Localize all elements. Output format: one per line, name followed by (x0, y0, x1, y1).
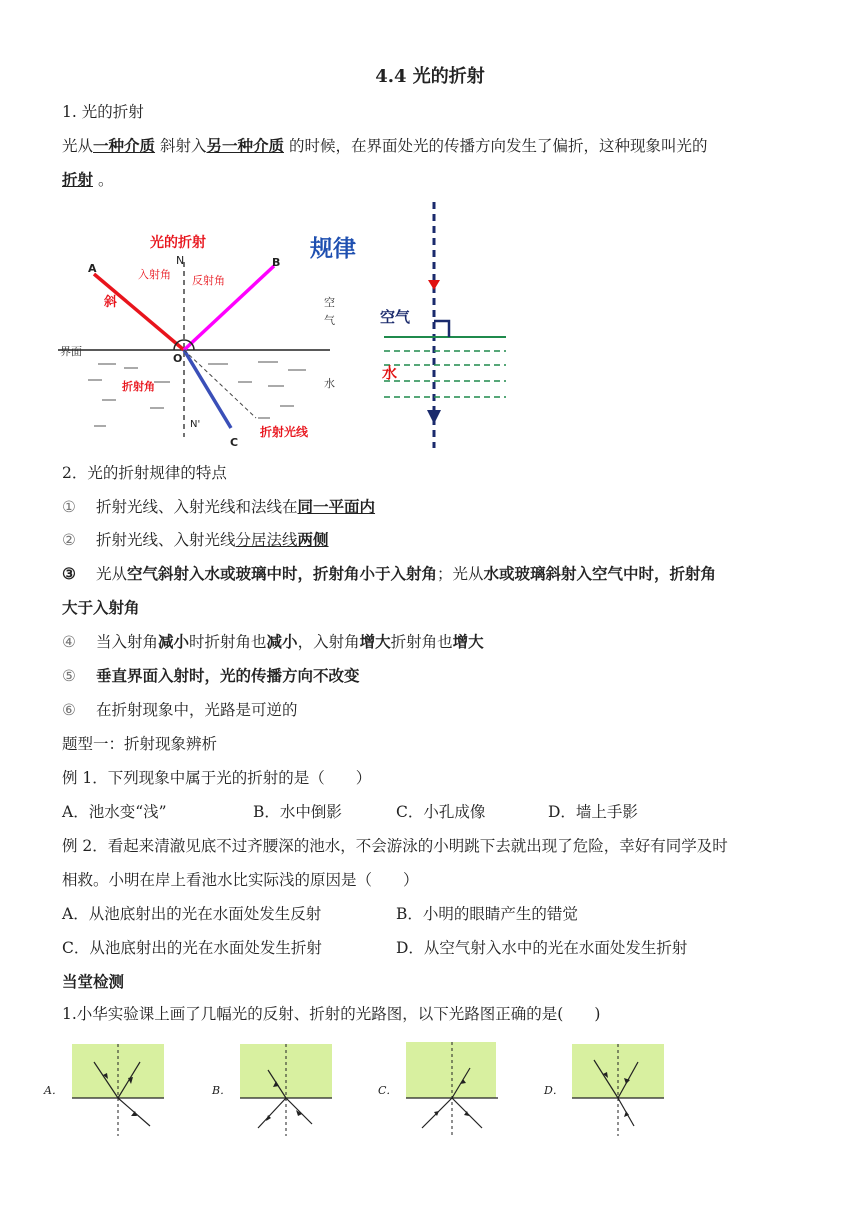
example-1-option-b[interactable]: B．水中倒影 (253, 803, 342, 821)
interface-label: 界面 (60, 345, 82, 358)
rule-text: 折射光线、入射光线和法线在 (96, 498, 298, 516)
rule-4-number: ④ (62, 633, 76, 651)
diagram-title: 光的折射 (150, 235, 206, 251)
def-text: 斜射入 (159, 137, 207, 155)
point-b-label: B (272, 256, 281, 269)
ray-arrow-red (428, 280, 440, 290)
option-c-label[interactable]: C． (378, 1084, 398, 1097)
air-label: 空 (324, 296, 335, 309)
rule-key: 空气斜射入水或玻璃中时，折射角小于入射角 (127, 564, 438, 583)
water-layers (384, 351, 506, 397)
water-label: 水 (324, 377, 335, 390)
air-label: 空气 (380, 308, 411, 326)
refract-ray-label: 折射光线 (260, 425, 309, 439)
refraction-diagram (58, 222, 338, 450)
def-text: 的时候，在界面处光的传播方向发生了偏折，这种现象叫光的 (288, 137, 708, 155)
rule-5 (62, 665, 360, 687)
page-title: 4.4 光的折射 (375, 66, 485, 87)
example-2-option-d[interactable]: D．从空气射入水中的光在水面处发生折射 (396, 939, 688, 957)
check-heading: 当堂检测 (62, 972, 125, 991)
ray (118, 1098, 150, 1126)
ray (258, 1098, 286, 1128)
ray-arrow-navy (427, 410, 441, 424)
rule-1-number: ① (62, 498, 76, 516)
rule-5-number: ⑤ (62, 667, 76, 685)
example-2-option-a[interactable]: A．从池底射出的光在水面处发生反射 (62, 905, 322, 923)
section-2-heading: 2．光的折射规律的特点 (62, 464, 227, 482)
option-b-label[interactable]: B． (212, 1084, 232, 1097)
rule-text: ，入射角 (297, 633, 360, 651)
rule-key: 两侧 (297, 530, 329, 549)
rule-text: ；光从 (437, 565, 484, 583)
definition-line-1 (62, 135, 707, 157)
check-question-1: 1.小华实验课上画了几幅光的反射、折射的光路图，以下光路图正确的是( ) (62, 1005, 601, 1023)
rule-key: 同一平面内 (297, 497, 376, 516)
incident-ray (94, 274, 184, 350)
perpendicular-diagram (372, 198, 512, 452)
water-label: 水 (382, 364, 398, 382)
reflect-angle-label: 反射角 (192, 274, 225, 287)
example-1-question: 例 1．下列现象中属于光的折射的是（ ） (62, 769, 372, 787)
normal-label-n-prime: N' (190, 419, 201, 430)
rule-key: 增大 (452, 632, 484, 651)
refract-angle-label: 折射角 (122, 380, 155, 393)
option-c-diagram[interactable] (406, 1042, 502, 1138)
option-b-diagram[interactable] (240, 1044, 336, 1138)
example-2-option-b[interactable]: B．小明的眼睛产生的错觉 (396, 905, 578, 923)
example-1-option-a[interactable]: A．池水变“浅” (62, 803, 167, 821)
point-o-label: O (173, 352, 183, 365)
rule-text: 在折射现象中，光路是可逆的 (96, 701, 298, 719)
rule-1 (62, 496, 375, 518)
medium-panel (406, 1042, 496, 1098)
rule-key: 增大 (359, 632, 391, 651)
def-text: 光从 (62, 137, 94, 155)
rule-key: 水或玻璃斜射入空气中时，折射角 (483, 564, 717, 583)
def-term-1: 一种介质 (93, 136, 156, 155)
ray (286, 1098, 312, 1124)
rule-text: 光从 (96, 565, 128, 583)
rule-key: 减小 (266, 632, 298, 651)
rule-text: 当入射角 (96, 633, 159, 651)
rule-label-box (308, 230, 368, 264)
right-angle-mark (434, 321, 449, 337)
option-a-label[interactable]: A． (44, 1084, 63, 1097)
oblique-label: 斜 (104, 295, 118, 310)
rule-2-number: ② (62, 531, 76, 549)
refracted-ray (184, 350, 231, 428)
rule-text: 时折射角也 (189, 633, 267, 651)
def-term-3: 折射 (62, 170, 94, 189)
example-2-question-line-2: 相救。小明在岸上看池水比实际浅的原因是（ ） (62, 871, 419, 889)
air-label-2: 气 (324, 314, 335, 327)
example-1-option-d[interactable]: D．墙上手影 (548, 803, 638, 821)
rule-3 (62, 563, 716, 585)
normal-label-n: N (176, 254, 185, 267)
question-type-heading: 题型一：折射现象辨析 (62, 735, 218, 753)
def-text: 。 (97, 171, 114, 189)
rule-4 (62, 631, 484, 653)
example-2-question-line-1: 例 2．看起来清澈见底不过齐腰深的池水，不会游泳的小明跳下去就出现了危险，幸好有同学及时 (62, 837, 728, 855)
option-d-diagram[interactable] (572, 1044, 668, 1138)
incident-angle-label: 入射角 (138, 268, 171, 281)
rule-text: 折射光线、入射光线 (96, 531, 236, 549)
rule-key: 减小 (158, 632, 190, 651)
rule-key: 垂直界面入射时，光的传播方向不改变 (96, 666, 360, 685)
rule-6-number: ⑥ (62, 701, 76, 719)
rule-label: 规律 (310, 236, 356, 262)
rule-3-number: ③ (62, 564, 76, 583)
option-d-label[interactable]: D． (544, 1084, 564, 1097)
section-1-heading: 1. 光的折射 (62, 103, 144, 121)
rule-6 (62, 699, 298, 721)
rule-3-cont: 大于入射角 (62, 598, 140, 617)
def-term-2: 另一种介质 (206, 136, 284, 155)
rule-key: 分居法线 (235, 531, 298, 549)
definition-line-2 (62, 169, 113, 191)
example-2-option-c[interactable]: C．从池底射出的光在水面处发生折射 (62, 939, 322, 957)
option-a-diagram[interactable] (72, 1044, 168, 1138)
point-c-label: C (230, 436, 239, 449)
rule-2 (62, 529, 329, 551)
point-a-label: A (88, 262, 97, 275)
rule-text: 折射角也 (390, 633, 453, 651)
example-1-option-c[interactable]: C．小孔成像 (396, 803, 486, 821)
